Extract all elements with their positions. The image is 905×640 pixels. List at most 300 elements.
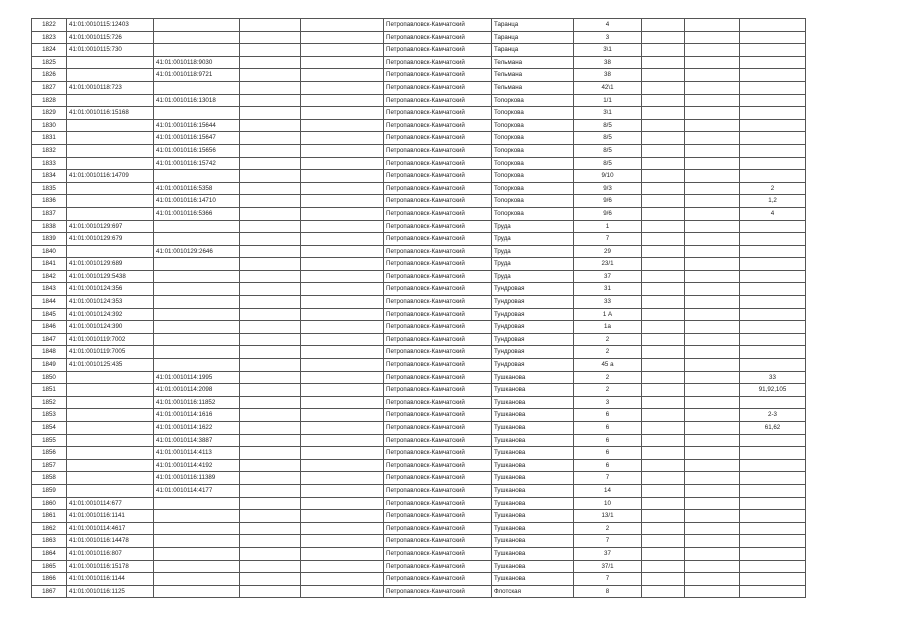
cadastral-number-cell: 41:01:0010116:15168 (67, 107, 154, 120)
row-number-cell: 1866 (32, 573, 67, 586)
row-number-cell: 1824 (32, 44, 67, 57)
city-cell: Петропавловск-Камчатский (384, 308, 492, 321)
empty-cell (685, 434, 740, 447)
city-cell: Петропавловск-Камчатский (384, 195, 492, 208)
empty-cell (642, 359, 685, 372)
empty-cell (642, 560, 685, 573)
apartment-number-cell (740, 434, 806, 447)
table-row (32, 31, 806, 44)
row-number-cell: 1860 (32, 497, 67, 510)
row-number-cell: 1845 (32, 308, 67, 321)
city-cell: Петропавловск-Камчатский (384, 132, 492, 145)
apartment-number-cell (740, 144, 806, 157)
city-cell: Петропавловск-Камчатский (384, 233, 492, 246)
apartment-number-cell (740, 497, 806, 510)
row-number-cell: 1854 (32, 422, 67, 435)
empty-cell (240, 560, 301, 573)
table-row (32, 119, 806, 132)
cadastral-number-premises-cell: 41:01:0010116:15656 (154, 144, 240, 157)
row-number-cell: 1853 (32, 409, 67, 422)
empty-cell (301, 258, 384, 271)
empty-cell (240, 434, 301, 447)
apartment-number-cell (740, 510, 806, 523)
empty-cell (685, 31, 740, 44)
cadastral-number-cell (67, 472, 154, 485)
empty-cell (685, 245, 740, 258)
city-cell: Петропавловск-Камчатский (384, 560, 492, 573)
cadastral-number-cell (67, 207, 154, 220)
cadastral-number-cell (67, 484, 154, 497)
row-number-cell: 1837 (32, 207, 67, 220)
table-row (32, 94, 806, 107)
house-number-cell: 6 (574, 422, 642, 435)
empty-cell (240, 119, 301, 132)
table-row (32, 81, 806, 94)
empty-cell (301, 157, 384, 170)
empty-cell (240, 346, 301, 359)
empty-cell (685, 447, 740, 460)
cadastral-number-premises-cell (154, 573, 240, 586)
empty-cell (301, 422, 384, 435)
empty-cell (301, 573, 384, 586)
empty-cell (301, 359, 384, 372)
cadastral-number-premises-cell (154, 170, 240, 183)
cadastral-number-cell (67, 447, 154, 460)
empty-cell (240, 497, 301, 510)
empty-cell (301, 56, 384, 69)
apartment-number-cell (740, 31, 806, 44)
street-cell: Тундровая (492, 296, 574, 309)
street-cell: Тундровая (492, 333, 574, 346)
cadastral-number-premises-cell (154, 560, 240, 573)
empty-cell (240, 157, 301, 170)
table-row (32, 434, 806, 447)
empty-cell (685, 56, 740, 69)
empty-cell (301, 560, 384, 573)
empty-cell (301, 447, 384, 460)
table-row (32, 258, 806, 271)
empty-cell (240, 170, 301, 183)
apartment-number-cell (740, 245, 806, 258)
street-cell: Тушканова (492, 522, 574, 535)
empty-cell (301, 434, 384, 447)
empty-cell (685, 296, 740, 309)
empty-cell (240, 321, 301, 334)
empty-cell (685, 220, 740, 233)
apartment-number-cell: 2 (740, 182, 806, 195)
cadastral-number-cell: 41:01:0010116:807 (67, 547, 154, 560)
empty-cell (301, 497, 384, 510)
empty-cell (642, 44, 685, 57)
street-cell: Топоркова (492, 94, 574, 107)
cadastral-number-cell: 41:01:0010124:390 (67, 321, 154, 334)
table-row (32, 245, 806, 258)
street-cell: Тушканова (492, 447, 574, 460)
empty-cell (642, 119, 685, 132)
cadastral-number-premises-cell: 41:01:0010114:2098 (154, 384, 240, 397)
street-cell: Топоркова (492, 119, 574, 132)
empty-cell (642, 535, 685, 548)
apartment-number-cell (740, 321, 806, 334)
city-cell: Петропавловск-Камчатский (384, 535, 492, 548)
empty-cell (301, 19, 384, 32)
street-cell: Топоркова (492, 132, 574, 145)
cadastral-number-premises-cell (154, 585, 240, 598)
street-cell: Таранца (492, 44, 574, 57)
house-number-cell: 1а (574, 321, 642, 334)
table-row (32, 321, 806, 334)
empty-cell (685, 132, 740, 145)
house-number-cell: 3 (574, 396, 642, 409)
table-row (32, 384, 806, 397)
street-cell: Тундровая (492, 283, 574, 296)
cadastral-number-cell: 41:01:0010114:677 (67, 497, 154, 510)
table-row (32, 44, 806, 57)
empty-cell (642, 258, 685, 271)
apartment-number-cell (740, 573, 806, 586)
house-number-cell: 8/5 (574, 132, 642, 145)
empty-cell (301, 283, 384, 296)
city-cell: Петропавловск-Камчатский (384, 384, 492, 397)
empty-cell (240, 371, 301, 384)
empty-cell (301, 321, 384, 334)
empty-cell (642, 81, 685, 94)
apartment-number-cell (740, 396, 806, 409)
apartment-number-cell: 2-3 (740, 409, 806, 422)
empty-cell (685, 170, 740, 183)
house-number-cell: 2 (574, 522, 642, 535)
street-cell: Тундровая (492, 321, 574, 334)
street-cell: Топоркова (492, 157, 574, 170)
cadastral-number-cell (67, 195, 154, 208)
cadastral-number-cell (67, 409, 154, 422)
table-row (32, 484, 806, 497)
street-cell: Топоркова (492, 170, 574, 183)
empty-cell (642, 182, 685, 195)
city-cell: Петропавловск-Камчатский (384, 371, 492, 384)
apartment-number-cell (740, 69, 806, 82)
apartment-number-cell (740, 333, 806, 346)
cadastral-number-cell (67, 182, 154, 195)
empty-cell (301, 510, 384, 523)
cadastral-number-premises-cell (154, 44, 240, 57)
empty-cell (301, 195, 384, 208)
row-number-cell: 1863 (32, 535, 67, 548)
table-row (32, 409, 806, 422)
cadastral-number-cell (67, 396, 154, 409)
cadastral-number-cell: 41:01:0010118:723 (67, 81, 154, 94)
row-number-cell: 1867 (32, 585, 67, 598)
street-cell: Труда (492, 220, 574, 233)
apartment-number-cell (740, 19, 806, 32)
cadastral-number-premises-cell: 41:01:0010116:15742 (154, 157, 240, 170)
house-number-cell: 7 (574, 472, 642, 485)
city-cell: Петропавловск-Камчатский (384, 258, 492, 271)
empty-cell (301, 535, 384, 548)
empty-cell (642, 371, 685, 384)
cadastral-number-premises-cell: 41:01:0010114:1616 (154, 409, 240, 422)
apartment-number-cell: 4 (740, 207, 806, 220)
city-cell: Петропавловск-Камчатский (384, 31, 492, 44)
empty-cell (240, 585, 301, 598)
row-number-cell: 1852 (32, 396, 67, 409)
cadastral-number-premises-cell: 41:01:0010116:13018 (154, 94, 240, 107)
cadastral-number-cell: 41:01:0010114:4617 (67, 522, 154, 535)
cadastral-number-cell: 41:01:0010129:689 (67, 258, 154, 271)
empty-cell (240, 573, 301, 586)
cadastral-number-cell (67, 371, 154, 384)
empty-cell (685, 346, 740, 359)
city-cell: Петропавловск-Камчатский (384, 207, 492, 220)
empty-cell (642, 220, 685, 233)
cadastral-number-cell (67, 69, 154, 82)
city-cell: Петропавловск-Камчатский (384, 144, 492, 157)
cadastral-number-premises-cell (154, 19, 240, 32)
street-cell: Топоркова (492, 107, 574, 120)
apartment-number-cell (740, 157, 806, 170)
row-number-cell: 1846 (32, 321, 67, 334)
empty-cell (685, 384, 740, 397)
table-row (32, 371, 806, 384)
table-row (32, 19, 806, 32)
empty-cell (685, 321, 740, 334)
empty-cell (642, 510, 685, 523)
empty-cell (240, 270, 301, 283)
street-cell: Тундровая (492, 308, 574, 321)
cadastral-number-premises-cell (154, 233, 240, 246)
empty-cell (301, 144, 384, 157)
city-cell: Петропавловск-Камчатский (384, 44, 492, 57)
empty-cell (642, 459, 685, 472)
city-cell: Петропавловск-Камчатский (384, 107, 492, 120)
empty-cell (240, 547, 301, 560)
city-cell: Петропавловск-Камчатский (384, 220, 492, 233)
empty-cell (301, 182, 384, 195)
empty-cell (642, 346, 685, 359)
city-cell: Петропавловск-Камчатский (384, 270, 492, 283)
empty-cell (240, 107, 301, 120)
apartment-number-cell (740, 308, 806, 321)
street-cell: Топоркова (492, 182, 574, 195)
street-cell: Тушканова (492, 396, 574, 409)
empty-cell (642, 283, 685, 296)
street-cell: Тундровая (492, 359, 574, 372)
row-number-cell: 1855 (32, 434, 67, 447)
row-number-cell: 1851 (32, 384, 67, 397)
cadastral-number-premises-cell (154, 283, 240, 296)
empty-cell (642, 195, 685, 208)
row-number-cell: 1826 (32, 69, 67, 82)
empty-cell (685, 157, 740, 170)
empty-cell (685, 585, 740, 598)
empty-cell (642, 19, 685, 32)
street-cell: Таранца (492, 31, 574, 44)
cadastral-number-premises-cell: 41:01:0010114:1995 (154, 371, 240, 384)
row-number-cell: 1836 (32, 195, 67, 208)
cadastral-number-cell: 41:01:0010116:14709 (67, 170, 154, 183)
house-number-cell: 7 (574, 233, 642, 246)
empty-cell (240, 308, 301, 321)
apartment-number-cell (740, 447, 806, 460)
street-cell: Топоркова (492, 195, 574, 208)
house-number-cell: 8 (574, 585, 642, 598)
house-number-cell: 8/5 (574, 144, 642, 157)
apartment-number-cell (740, 585, 806, 598)
table-row (32, 447, 806, 460)
empty-cell (240, 258, 301, 271)
empty-cell (301, 384, 384, 397)
empty-cell (301, 484, 384, 497)
empty-cell (240, 384, 301, 397)
empty-cell (240, 195, 301, 208)
empty-cell (642, 422, 685, 435)
apartment-number-cell (740, 107, 806, 120)
street-cell: Тундровая (492, 346, 574, 359)
row-number-cell: 1843 (32, 283, 67, 296)
empty-cell (685, 207, 740, 220)
cadastral-number-premises-cell: 41:01:0010116:5358 (154, 182, 240, 195)
cadastral-number-cell: 41:01:0010116:1141 (67, 510, 154, 523)
house-number-cell: 9/10 (574, 170, 642, 183)
cadastral-number-premises-cell (154, 359, 240, 372)
house-number-cell: 2 (574, 384, 642, 397)
street-cell: Тельмана (492, 56, 574, 69)
house-number-cell: 1 (574, 220, 642, 233)
empty-cell (685, 484, 740, 497)
street-cell: Тушканова (492, 409, 574, 422)
empty-cell (642, 333, 685, 346)
cadastral-number-cell (67, 245, 154, 258)
apartment-number-cell (740, 132, 806, 145)
cadastral-number-cell (67, 56, 154, 69)
row-number-cell: 1861 (32, 510, 67, 523)
cadastral-number-premises-cell: 41:01:0010114:4113 (154, 447, 240, 460)
empty-cell (301, 107, 384, 120)
cadastral-number-premises-cell: 41:01:0010114:3887 (154, 434, 240, 447)
empty-cell (685, 144, 740, 157)
empty-cell (240, 220, 301, 233)
cadastral-number-premises-cell: 41:01:0010118:9721 (154, 69, 240, 82)
empty-cell (685, 472, 740, 485)
empty-cell (685, 535, 740, 548)
empty-cell (685, 510, 740, 523)
cadastral-number-premises-cell: 41:01:0010116:11389 (154, 472, 240, 485)
cadastral-number-cell (67, 94, 154, 107)
street-cell: Таранца (492, 19, 574, 32)
table-row (32, 422, 806, 435)
empty-cell (642, 69, 685, 82)
empty-cell (685, 19, 740, 32)
empty-cell (301, 94, 384, 107)
apartment-number-cell (740, 44, 806, 57)
row-number-cell: 1822 (32, 19, 67, 32)
empty-cell (301, 371, 384, 384)
row-number-cell: 1856 (32, 447, 67, 460)
street-cell: Тельмана (492, 81, 574, 94)
city-cell: Петропавловск-Камчатский (384, 296, 492, 309)
apartment-number-cell (740, 535, 806, 548)
cadastral-number-cell (67, 422, 154, 435)
empty-cell (685, 573, 740, 586)
apartment-number-cell (740, 220, 806, 233)
empty-cell (240, 484, 301, 497)
empty-cell (301, 69, 384, 82)
empty-cell (685, 233, 740, 246)
cadastral-number-premises-cell: 41:01:0010116:14710 (154, 195, 240, 208)
empty-cell (685, 333, 740, 346)
empty-cell (240, 81, 301, 94)
empty-cell (301, 296, 384, 309)
row-number-cell: 1831 (32, 132, 67, 145)
city-cell: Петропавловск-Камчатский (384, 434, 492, 447)
city-cell: Петропавловск-Камчатский (384, 333, 492, 346)
table-row (32, 157, 806, 170)
cadastral-number-cell (67, 434, 154, 447)
empty-cell (642, 484, 685, 497)
empty-cell (301, 346, 384, 359)
street-cell: Флотская (492, 585, 574, 598)
table-row (32, 107, 806, 120)
cadastral-number-cell: 41:01:0010116:14478 (67, 535, 154, 548)
table-row (32, 459, 806, 472)
city-cell: Петропавловск-Камчатский (384, 484, 492, 497)
cadastral-number-cell: 41:01:0010115:726 (67, 31, 154, 44)
house-number-cell: 4 (574, 19, 642, 32)
empty-cell (301, 245, 384, 258)
empty-cell (240, 56, 301, 69)
row-number-cell: 1862 (32, 522, 67, 535)
house-number-cell: 33 (574, 296, 642, 309)
empty-cell (642, 321, 685, 334)
cadastral-number-cell: 41:01:0010116:1125 (67, 585, 154, 598)
house-number-cell: 37/1 (574, 560, 642, 573)
street-cell: Тушканова (492, 547, 574, 560)
empty-cell (642, 522, 685, 535)
street-cell: Тушканова (492, 472, 574, 485)
cadastral-number-premises-cell (154, 258, 240, 271)
empty-cell (642, 233, 685, 246)
apartment-number-cell (740, 233, 806, 246)
house-number-cell: 45 а (574, 359, 642, 372)
empty-cell (685, 270, 740, 283)
empty-cell (685, 81, 740, 94)
house-number-cell: 31 (574, 283, 642, 296)
table-row (32, 396, 806, 409)
empty-cell (240, 283, 301, 296)
table-row (32, 560, 806, 573)
cadastral-number-cell (67, 157, 154, 170)
empty-cell (301, 81, 384, 94)
apartment-number-cell (740, 94, 806, 107)
city-cell: Петропавловск-Камчатский (384, 69, 492, 82)
empty-cell (301, 409, 384, 422)
row-number-cell: 1835 (32, 182, 67, 195)
table-row (32, 233, 806, 246)
cadastral-number-cell (67, 144, 154, 157)
table-row (32, 207, 806, 220)
table-row (32, 585, 806, 598)
street-cell: Топоркова (492, 144, 574, 157)
apartment-number-cell (740, 522, 806, 535)
row-number-cell: 1849 (32, 359, 67, 372)
row-number-cell: 1864 (32, 547, 67, 560)
empty-cell (685, 107, 740, 120)
empty-cell (685, 182, 740, 195)
empty-cell (642, 245, 685, 258)
empty-cell (685, 195, 740, 208)
empty-cell (642, 447, 685, 460)
city-cell: Петропавловск-Камчатский (384, 359, 492, 372)
